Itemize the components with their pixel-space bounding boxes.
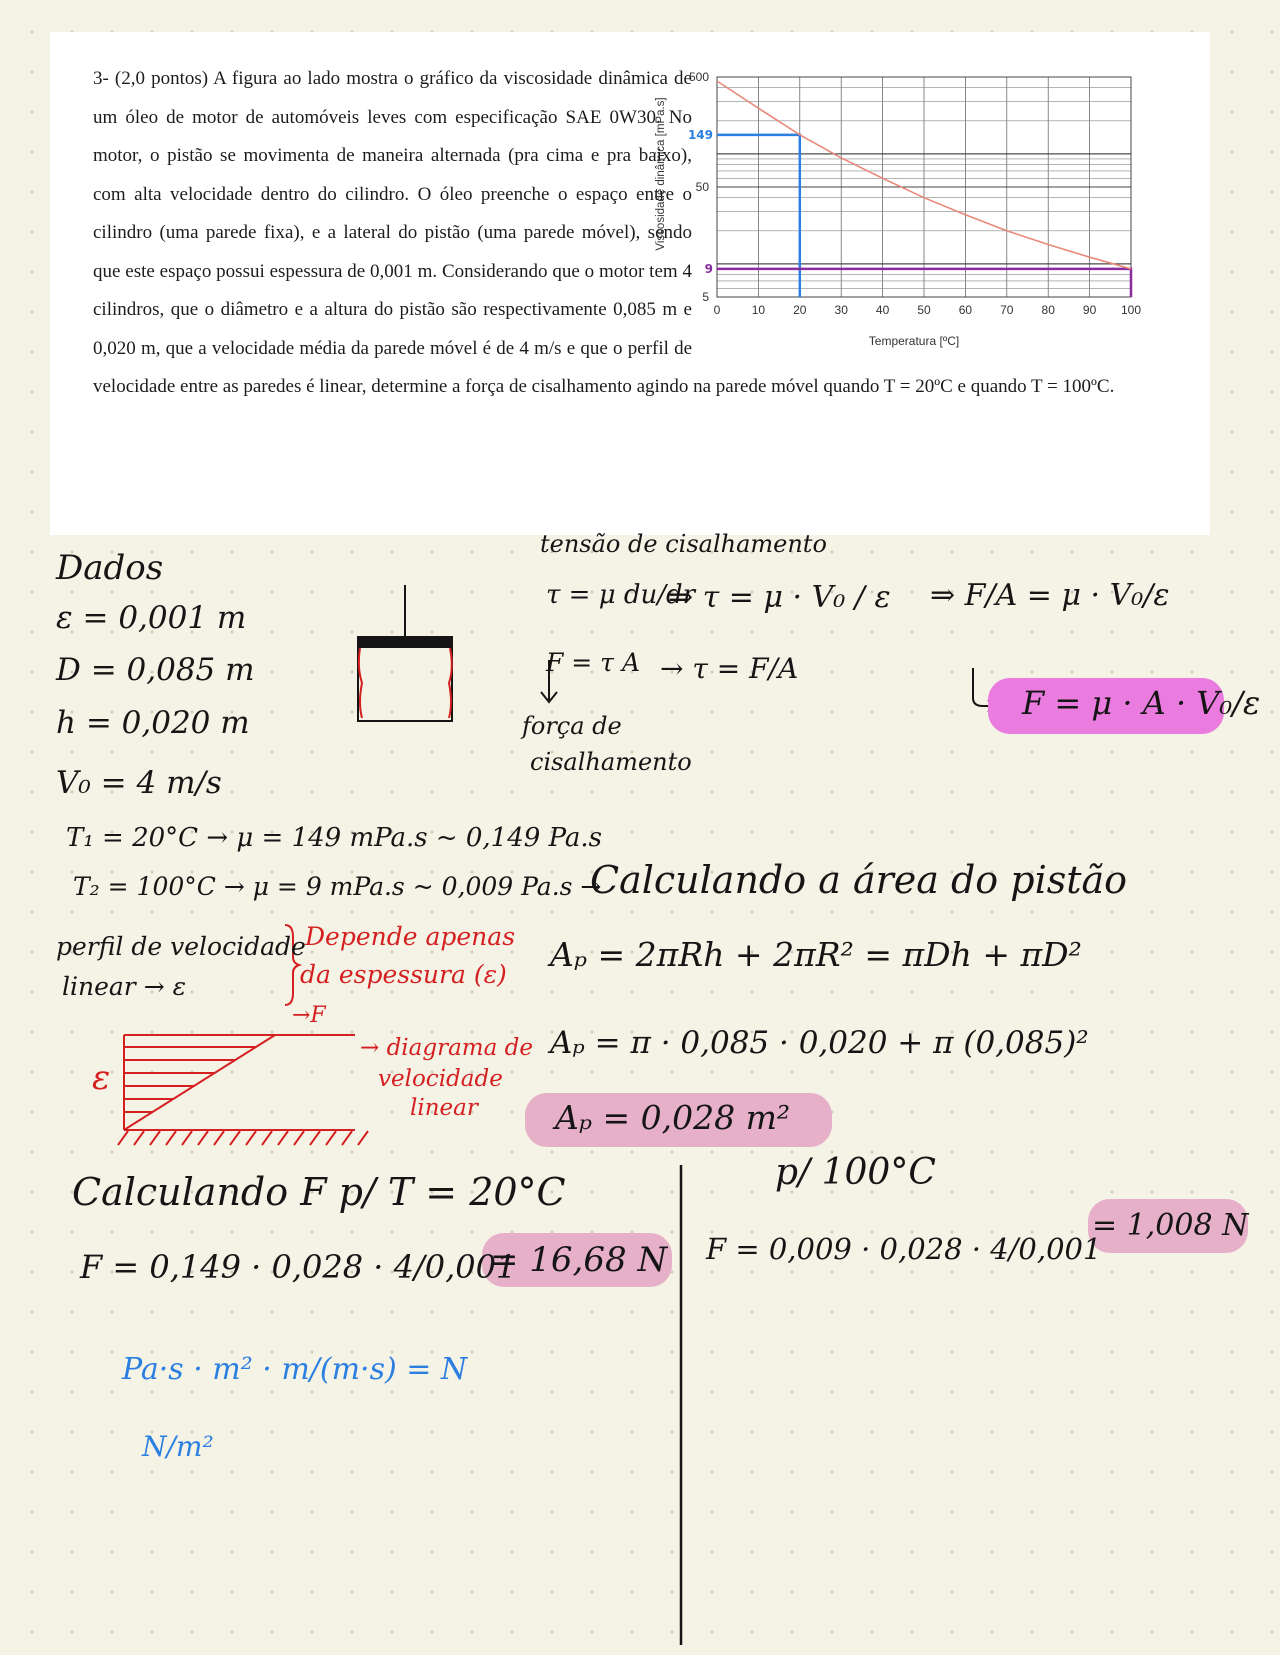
diagram-label-1: → diagrama de (360, 1035, 533, 1061)
f-tau-formula: F = τ A (546, 648, 641, 677)
profile-label-1: perfil de velocidade (56, 932, 306, 961)
y-tick-label: 500 (688, 70, 709, 84)
diagram-force: →F (292, 1003, 326, 1028)
calc100-title: p/ 100°C (775, 1152, 936, 1193)
given-epsilon: ε = 0,001 m (56, 600, 247, 636)
x-tick-label: 0 (713, 303, 721, 317)
tau-fa: → τ = F/A (660, 652, 799, 685)
area-calc: Aₚ = π · 0,085 · 0,020 + π (0,085)² (550, 1025, 1089, 1061)
final-formula: F = μ · A · V₀/ε (1022, 684, 1261, 722)
area-title: Calculando a área do pistão (590, 858, 1128, 902)
x-axis-label: Temperatura [ºC] (868, 334, 960, 348)
x-tick-label: 20 (793, 303, 807, 317)
annotation-label: 149 (687, 127, 713, 142)
depends-label-1: Depende apenas (305, 922, 516, 951)
y-axis-label: Viscosidade dinâmica [mPa.s] (655, 97, 667, 251)
x-tick-label: 10 (751, 303, 766, 317)
fa-formula: ⇒ F/A = μ · V₀/ε (930, 578, 1170, 613)
f100-calc: F = 0,009 · 0,028 · 4/0,001 (706, 1232, 1102, 1266)
problem-text: 3- (2,0 pontos) A figura ao lado mostra o gráfico da viscosidade dinâmica de um óleo de motor de automóveis leves com especificação SAE 0W30. No motor, o pistão se movimenta de maneira alternada (pra cima e pra baixo), com alta velocidade dentro do cilindro. O óleo preenche o espaço entre o cilindro (uma parede fixa), e a lateral do pistão (uma parede móvel), sendo que este espaço possui espessura de 0,001 m. Considerando que o motor tem 4 cilindros, que o diâmetro e a altura do pistão são respectivamente 0,085 m e 0,020 m, que a velocidade média da parede móvel é de 4 m/s e que o perfil de velocidade entre as paredes é linear, determine a força de cisalhamento agindo na parede móvel quando T = 20ºC e quando T = 100ºC. (93, 68, 1115, 397)
f20-calc: F = 0,149 · 0,028 · 4/0,001 (80, 1248, 517, 1286)
x-tick-label: 80 (1041, 303, 1055, 317)
given-t1: T₁ = 20°C → μ = 149 mPa.s ~ 0,149 Pa.s (66, 823, 603, 853)
x-tick-label: 50 (917, 303, 931, 317)
diagram-epsilon: ε (92, 1058, 111, 1098)
units-check: Pa·s · m² · m/(m·s) = N (122, 1352, 468, 1387)
given-velocity: V₀ = 4 m/s (56, 765, 222, 801)
depends-label-2: da espessura (ε) (300, 960, 507, 989)
units-note: N/m² (142, 1430, 214, 1463)
diagram-label-3: linear (410, 1095, 478, 1121)
piston-sketch (358, 585, 452, 721)
area-formula: Aₚ = 2πRh + 2πR² = πDh + πD² (550, 935, 1082, 974)
x-tick-label: 100 (1120, 303, 1142, 317)
x-tick-label: 90 (1082, 303, 1097, 317)
diagram-label-2: velocidade (378, 1066, 503, 1092)
tension-label: tensão de cisalhamento (540, 530, 827, 558)
force-label-1: força de (522, 712, 622, 740)
x-tick-label: 30 (834, 303, 848, 317)
calc20-title: Calculando F p/ T = 20°C (72, 1170, 566, 1214)
f20-result: = 16,68 N (490, 1240, 668, 1280)
tau-result: ⇒ τ = μ · V₀ / ε (668, 580, 891, 615)
given-diameter: D = 0,085 m (56, 652, 255, 688)
x-tick-label: 60 (958, 303, 973, 317)
tau-formula: τ = μ du/dr (546, 580, 696, 610)
f100-result: = 1,008 N (1092, 1208, 1249, 1243)
dados-title: Dados (56, 548, 164, 588)
y-tick-label: 50 (695, 180, 709, 194)
annotation-label: 9 (704, 261, 713, 276)
area-result: Aₚ = 0,028 m² (555, 1098, 791, 1137)
x-tick-label: 40 (875, 303, 890, 317)
profile-label-2: linear → ε (62, 972, 186, 1001)
given-t2: T₂ = 100°C → μ = 9 mPa.s ~ 0,009 Pa.s → (73, 872, 602, 901)
velocity-profile-diagram (118, 1035, 368, 1145)
force-label-2: cisalhamento (530, 748, 692, 776)
x-tick-label: 70 (1000, 303, 1014, 317)
given-height: h = 0,020 m (56, 705, 250, 741)
y-tick-label: 5 (702, 290, 709, 304)
